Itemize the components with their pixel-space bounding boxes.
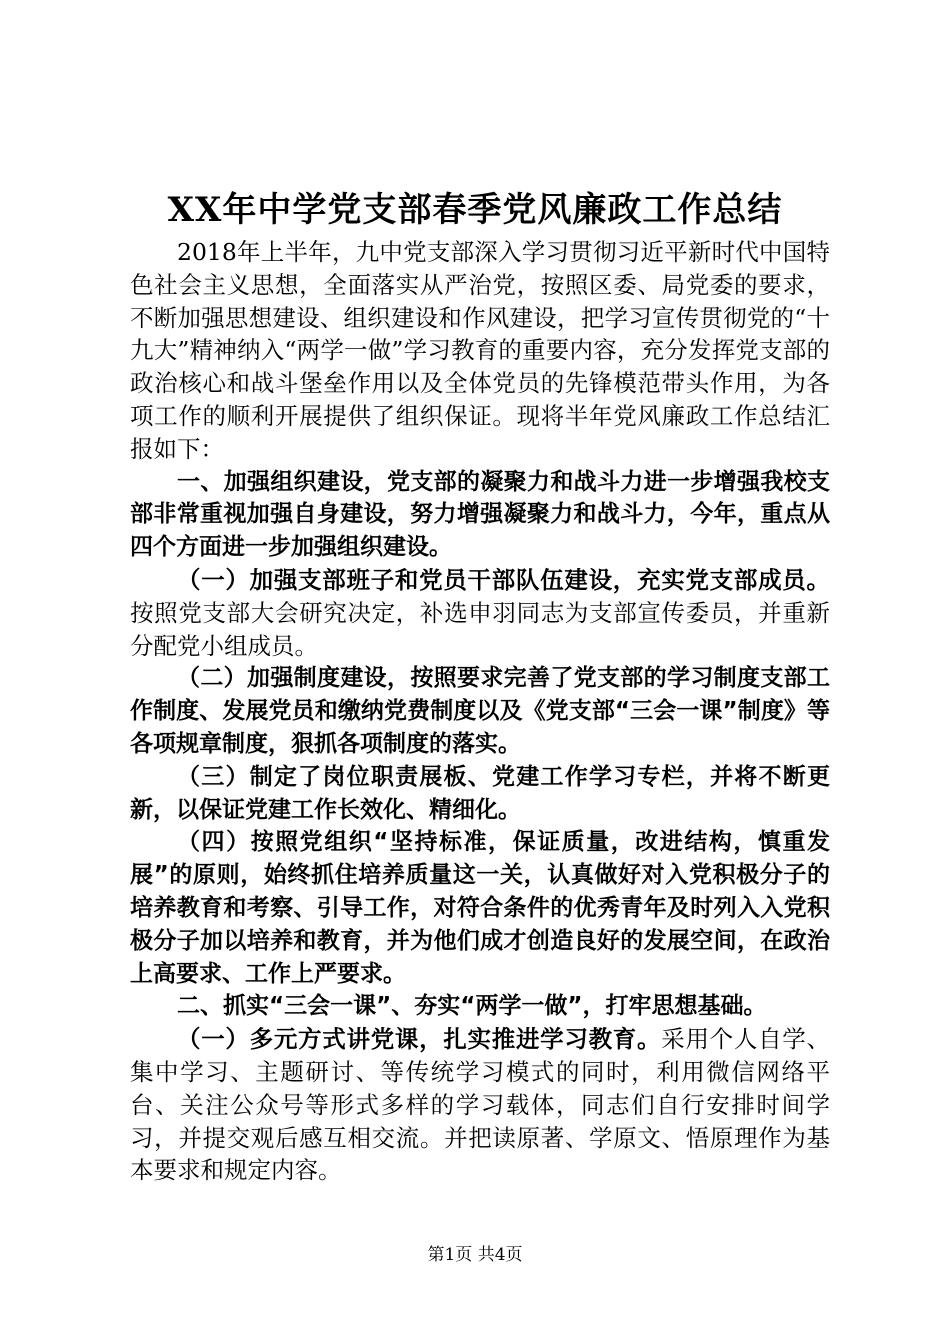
subsection-lead: （一）加强支部班子和党员干部队伍建设，充实党支部成员。 [177, 565, 830, 594]
document-title: XX年中学党支部春季党风廉政工作总结 [167, 190, 783, 230]
subsection-text: 采用个人自学、集中学习、主题研讨、等传统学习模式的同时，利用微信网络平台、关注公众号等形式多样的学习载体，同志们自行安排时间学习，并提交观后感互相交流。并把读原著、学原文、悟原理作为基本要求和规定内容。 [130, 1025, 831, 1185]
subsection-1-4: （四）按照党组织“坚持标准，保证质量，改进结构，慎重发展”的原则，始终抓住培养质量这一关，认真做好对入党积极分子的培养教育和考察、引导工作，对符合条件的优秀青年及时列入入党积极分子加以培养和教育，并为他们成才创造良好的发展空间，在政治上高要求、工作上严要求。 [130, 829, 830, 987]
document-body [130, 236, 830, 1187]
subsection-1-2: （二）加强制度建设，按照要求完善了党支部的学习制度支部工作制度、发展党员和缴纳党费制度以及《党支部“三会一课”制度》等各项规章制度，狠抓各项制度的落实。 [130, 665, 830, 757]
subsection-lead: （一）多元方式讲党课，扎实推进学习教育。 [177, 1025, 662, 1054]
paragraph-intro: 2018年上半年，九中党支部深入学习贯彻习近平新时代中国特色社会主义思想，全面落实从严治党，按照区委、局党委的要求，不断加强思想建设、组织建设和作风建设，把学习宣传贯彻党的“十九大”精神纳入“两学一做”学习教育的重要内容，充分发挥党支部的政治核心和战斗堡垒作用以及全体党员的先锋模范带头作用，为各项工作的顺利开展提供了组织保证。现将半年党风廉政工作总结汇报如下： [130, 238, 830, 463]
subsection-1-1 [130, 564, 830, 662]
subsection-1-3: （三）制定了岗位职责展板、党建工作学习专栏，并将不断更新，以保证党建工作长效化、精细化。 [130, 763, 830, 823]
section-heading-1: 一、加强组织建设，党支部的凝聚力和战斗力进一步增强我校支部非常重视加强自身建设，努力增强凝聚力和战斗力，今年，重点从四个方面进一步加强组织建设。 [130, 468, 830, 561]
section-heading-2: 二、抓实“三会一课”、夯实“两学一做”，打牢思想基础。 [177, 993, 767, 1020]
subsection-text: 按照党支部大会研究决定，补选申羽同志为支部宣传委员，并重新分配党小组成员。 [130, 598, 830, 660]
subsection-2-1 [130, 1023, 830, 1187]
page-footer: 第1页 共4页 [427, 1245, 523, 1265]
